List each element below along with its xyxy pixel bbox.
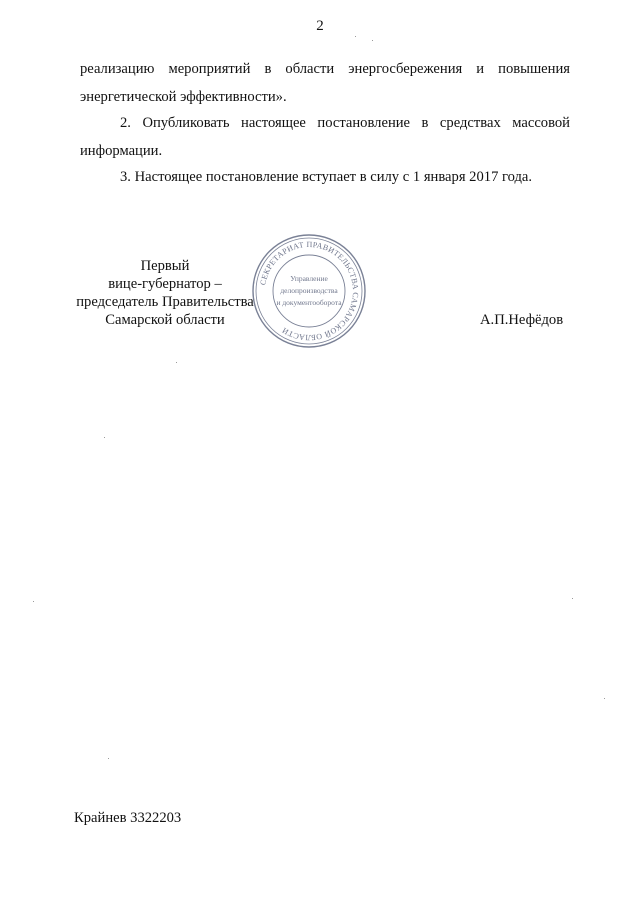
stamp-center-line: и документооборота bbox=[276, 298, 342, 307]
signer-position-line: вице-губернатор – bbox=[108, 276, 222, 292]
signer-position-line: Первый bbox=[140, 258, 190, 274]
stamp-seal-icon bbox=[250, 232, 368, 350]
scan-speck bbox=[604, 698, 605, 699]
executor-contact: Крайнев 3322203 bbox=[74, 810, 182, 826]
official-stamp bbox=[250, 232, 368, 350]
scan-speck bbox=[355, 36, 356, 37]
paragraph-continuation: реализацию мероприятий в области энергосбережения и повышения энергетической эффективности». bbox=[80, 61, 570, 105]
paragraph-item-2: 2. Опубликовать настоящее постановление в средствах массовой информации. bbox=[80, 115, 570, 159]
paragraph-item-3: 3. Настоящее постановление вступает в силу с 1 января 2017 года. bbox=[120, 169, 533, 185]
scan-speck bbox=[104, 437, 105, 438]
stamp-center-line: делопроизводства bbox=[280, 286, 338, 295]
scan-speck bbox=[572, 598, 573, 599]
page-number: 2 bbox=[316, 18, 324, 34]
scan-speck bbox=[176, 362, 177, 363]
signer-name: А.П.Нефёдов bbox=[480, 312, 564, 328]
scan-speck bbox=[372, 40, 373, 41]
signer-position-line: председатель Правительства bbox=[76, 294, 254, 310]
signer-position-line: Самарской области bbox=[105, 312, 225, 328]
stamp-ring-text: СЕКРЕТАРИАТ ПРАВИТЕЛЬСТВА САМАРСКОЙ ОБЛАСТИ bbox=[258, 239, 361, 343]
stamp-center-line: Управление bbox=[290, 274, 328, 283]
signer-position bbox=[70, 257, 260, 329]
scan-speck bbox=[108, 758, 109, 759]
scan-speck bbox=[33, 601, 34, 602]
